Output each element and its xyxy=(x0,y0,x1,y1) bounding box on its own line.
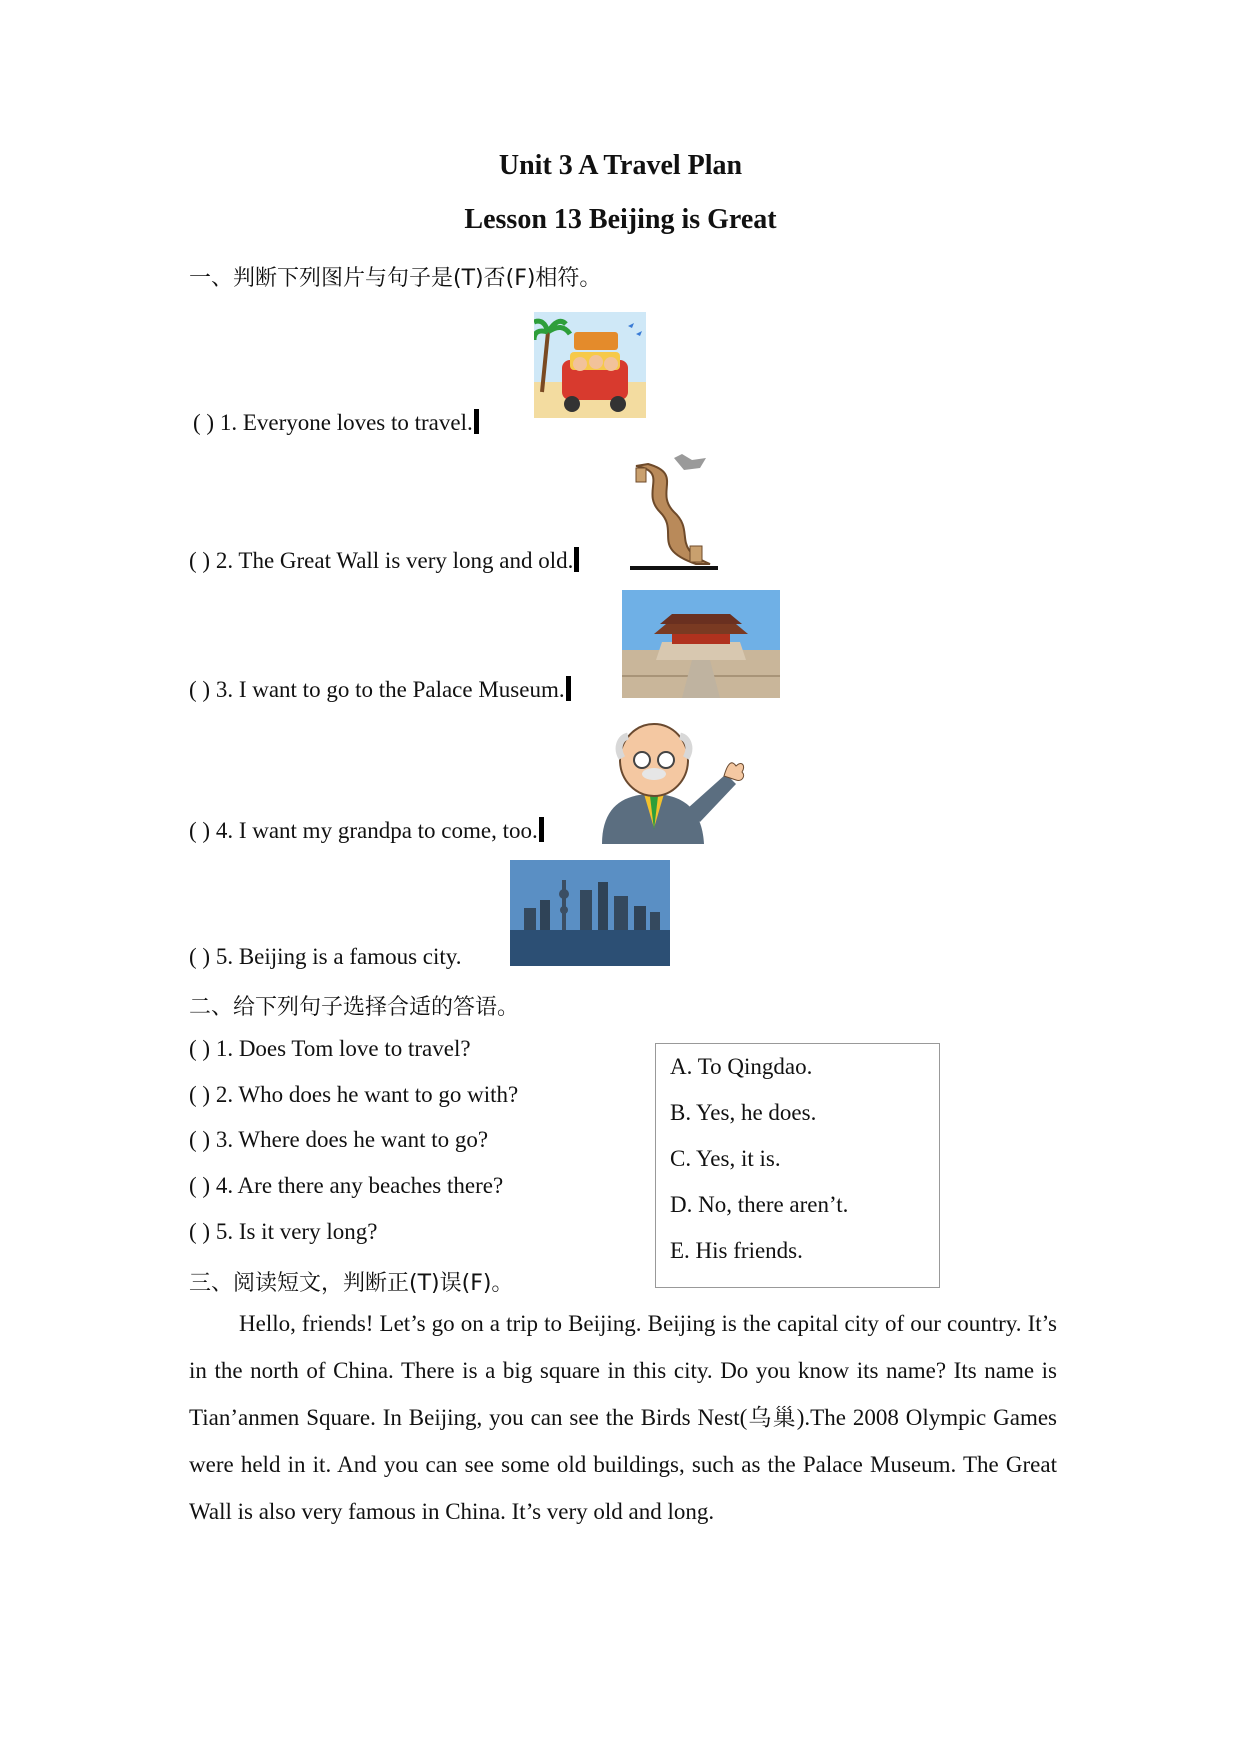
family-car-travel-image xyxy=(534,312,646,418)
section1-item-1: ( ) 1. Everyone loves to travel. xyxy=(193,409,479,436)
passage-text: Hello, friends! Let’s go on a trip to Beijing. Beijing is the capital city of our country. It’s in the north of China. There is a big square in this city. Do you know its name? Its name is Tian’anmen Square. In Beijing, you can see the Birds Nest(乌巢).The 2008 Olympic Games were held in it. And you can see some old buildings, such as the Palace Museum. The Great Wall is also very famous in China. It’s very old and long. xyxy=(189,1311,1057,1524)
lesson-title: Lesson 13 Beijing is Great xyxy=(464,204,777,235)
section2-question-1: ( ) 1. Does Tom love to travel? xyxy=(189,1036,471,1061)
great-wall-image xyxy=(630,452,718,570)
section2-question-2: ( ) 2. Who does he want to go with? xyxy=(189,1082,519,1107)
answer-marker xyxy=(474,409,479,434)
option-a: A. To Qingdao. xyxy=(670,1054,813,1079)
palace-museum-image xyxy=(622,590,780,698)
answer-marker xyxy=(539,817,544,842)
section3-heading: 三、阅读短文，判断正(T)误(F)。 xyxy=(189,1271,514,1296)
option-b: B. Yes, he does. xyxy=(670,1100,817,1125)
section1-item-4: ( ) 4. I want my grandpa to come, too. xyxy=(189,817,544,844)
reading-passage xyxy=(189,1300,1057,1535)
answer-marker xyxy=(566,676,571,701)
unit-title: Unit 3 A Travel Plan xyxy=(498,150,743,181)
section2-question-5: ( ) 5. Is it very long? xyxy=(189,1219,378,1244)
city-skyline-image xyxy=(510,860,670,966)
option-c: C. Yes, it is. xyxy=(670,1146,781,1171)
answer-marker xyxy=(574,547,579,572)
section1-item-5: ( ) 5. Beijing is a famous city. xyxy=(189,944,462,969)
answer-options-box xyxy=(655,1043,940,1288)
section1-item-2: ( ) 2. The Great Wall is very long and old. xyxy=(189,547,579,574)
section2-heading: 二、给下列句子选择合适的答语。 xyxy=(189,995,520,1020)
section2-question-3: ( ) 3. Where does he want to go? xyxy=(189,1127,489,1152)
section1-heading: 一、判断下列图片与句子是(T)否(F)相符。 xyxy=(189,266,602,291)
section2-question-4: ( ) 4. Are there any beaches there? xyxy=(189,1173,504,1198)
option-d: D. No, there aren’t. xyxy=(670,1192,849,1217)
section1-item-3: ( ) 3. I want to go to the Palace Museum. xyxy=(189,676,571,703)
grandpa-image xyxy=(592,718,752,844)
option-e: E. His friends. xyxy=(670,1238,803,1263)
